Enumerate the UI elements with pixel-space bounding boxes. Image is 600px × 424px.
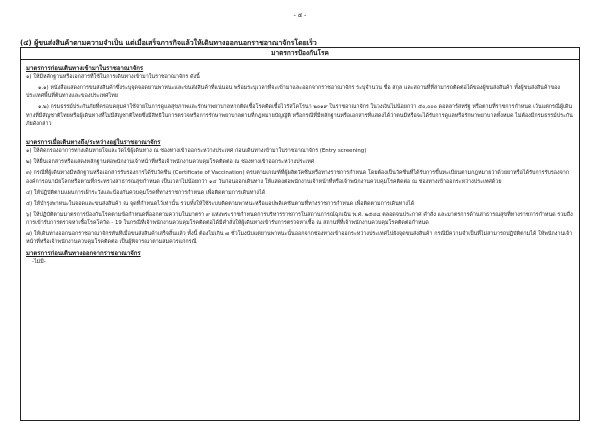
table-header: มาตรการป้องกันโรค bbox=[21, 48, 579, 60]
list-item: ๑.๒) กรมธรรม์ประกันภัยที่ครอบคลุมค่าใช้จ่ายในการดูแลสุขภาพและรักษาพยาบาลหากติดเชื้อโรคติดเชื้อไวรัสโคโรนา ๒๐๑๙ ในราชอาณาจักร ในวงเงินไม่น้อยกว่า ๕๐,๐๐๐ ดอลลาร์สหรัฐ หรือตามที่ราชการกำหนด เว้นแต่กรณีผู้เดินทางที่มีสัญชาติไทยหรือผู้เดินทางที่ไม่มีสัญชาติไทยซึ่งมีสิทธิในการตรวจหรือการรักษาพยาบาลตามที่กฎหมายบัญญัติ หรือกรณีที่มีหลักฐานหรือเอกสารที่แสดงได้ว่าตนมีหรือจะได้รับการดูแลหรือรักษาพยาบาลทั้งหมด ไม่ต้องมีกรมธรรม์ประกันภัยดังกล่าว bbox=[26, 104, 573, 128]
list-item: ๖) ให้ปฏิบัติตามมาตรการป้องกันโรคตามข้อกำหนดที่ออกตามความในมาตรา ๙ แห่งพระราชกำหนดการบริหารราชการในสถานการณ์ฉุกเฉิน พ.ศ. ๒๕๔๘ ตลอดจนประกาศ คำสั่ง และมาตรการด้านสาธารณสุขที่ทางราชการกำหนด รวมถึงการเข้ารับการตรวจหาเชื้อโรคโควิด - 19 ในกรณีที่เจ้าพนักงานควบคุมโรคติดต่อได้มีคำสั่งให้ผู้เดินทางเข้ารับการตรวจหาเชื้อ ณ สถานที่ที่เจ้าพนักงานควบคุมโรคติดต่อกำหนด bbox=[26, 211, 573, 227]
section-title-before-departure: มาตรการก่อนเดินทางออกจากราชอาณาจักร bbox=[26, 250, 141, 258]
document-heading: (๔) ผู้ขนส่งสินค้าตามความจำเป็น แต่เมื่อเสร็จภารกิจแล้วให้เดินทางออกนอกราชอาณาจักรโดยเร็ว bbox=[20, 39, 317, 47]
none-text: -ไม่มี- bbox=[32, 259, 46, 266]
table-cell bbox=[21, 60, 579, 267]
list-item: ๓) กรณีที่ผู้เดินทางมีหลักฐานหรือเอกสารรับรองการได้รับวัคซีน (Certificate of Vaccination) ครบตามเกณฑ์ที่ผู้ผลิตวัคซีนหรือทางราชการกำหนด โดยต้องเป็นวัคซีนที่ได้รับการขึ้นทะเบียนตามกฎหมายว่าด้วยยาหรือได้รับการรับรองจากองค์การอนามัยโลกหรือตามที่กระทรวงสาธารณสุขกำหนด เป็นเวลาไม่น้อยกว่า ๑๔ วันก่อนออกเดินทาง ให้แสดงต่อพนักงานเจ้าหน้าที่หรือเจ้าพนักงานควบคุมโรคติดต่อ ณ ช่องทางเข้าออกระหว่างประเทศด้วย bbox=[26, 170, 570, 185]
list-item: ๕) ให้บำรุงพาหนะในจอดและขนส่งสินค้า ณ จุดที่กำหนดไว้เท่านั้น รวมทั้งให้ใช้ระบบติดตามพาหนะหรือแอปพลิเคชันตามที่ทางราชการกำหนด เพื่อติดตามการเดินทางได้ bbox=[26, 200, 415, 207]
list-item: ๒) ให้ยื่นเอกสารหรือแสดงหลักฐานต่อพนักงานเจ้าหน้าที่หรือเจ้าพนักงานควบคุมโรคติดต่อ ณ ช่องทางเข้าออกระหว่างประเทศ bbox=[26, 159, 315, 166]
list-item: ๑.๑) หนังสือแสดงการขนส่งสินค้าซึ่งระบุจุดจอดยานพาหนะและขนส่งสินค้าที่แน่นอน พร้อมระบุเวลาที่จะเข้ามาและออกจากราชอาณาจักร ระบุจำนวน ชื่อ สกุล และสถานที่ที่สามารถติดต่อได้ของผู้ขนส่งสินค้า ทั้งผู้ขนส่งสินค้าของประเทศพื้นที่ต้นทางและของประเทศไทย bbox=[26, 85, 561, 100]
section-title-before-entry: มาตรการก่อนเดินทางเข้ามาในราชอาณาจักร bbox=[26, 65, 144, 72]
section-title-during-stay: มาตรการเมื่อเดินทางถึง/ระหว่างอยู่ในราชอาณาจักร bbox=[26, 139, 161, 147]
list-item: ๑) ให้คัดกรองอาการทางเดินหายใจและวัดไข้ผู้เดินทาง ณ ช่องทางเข้าออกระหว่างประเทศ ก่อนเดินทางเข้ามาในราชอาณาจักร (Entry screening) bbox=[26, 148, 367, 155]
page-number: - ๕ - bbox=[293, 12, 307, 19]
list-item: ๑) ให้มีหลักฐานหรือเอกสารที่ใช้ในการเดินทางเข้ามาในราชอาณาจักร ดังนี้ bbox=[26, 74, 200, 80]
list-item: ๔) ให้ปฏิบัติตามแผนการเฝ้าระวังและป้องกันควบคุมโรคที่ทางราชการกำหนด เพื่อติดตามการเดินทางได้ bbox=[26, 189, 266, 196]
list-item: ๗) ให้เดินทางออกนอกราชอาณาจักรทันทีเมื่อขนส่งสินค้าเสร็จสิ้นแล้ว ทั้งนี้ ต้องไม่เกิน ๗ ชั่วโมงนับแต่ยานพาหนะนั้นออกจากช่องทางเข้าออกระหว่างประเทศไปยังจุดขนส่งสินค้า กรณีมีความจำเป็นที่ไม่สามารถปฏิบัติตามได้ ให้พนักงานเจ้าหน้าที่หรือเจ้าพนักงานควบคุมโรคติดต่อ เป็นผู้พิจารณาตามสมควรแก่กรณี bbox=[26, 231, 573, 246]
measures-table bbox=[20, 47, 580, 421]
